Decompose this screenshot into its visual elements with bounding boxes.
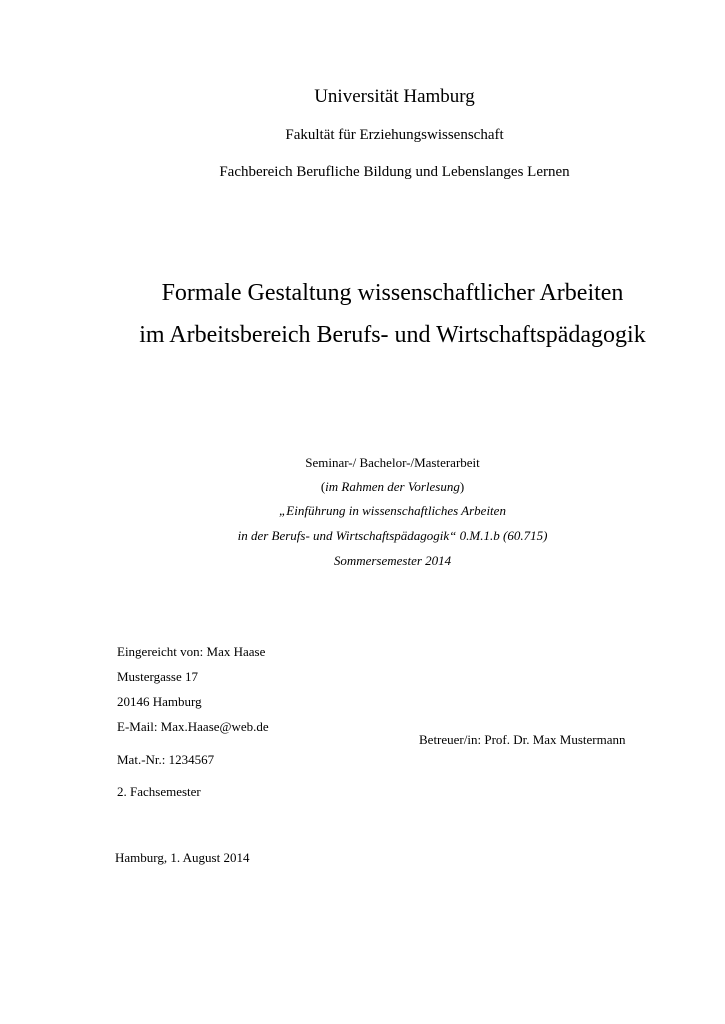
university-name: Universität Hamburg [314,86,475,107]
department-name: Fachbereich Berufliche Bildung und Lebenslanges Lernen [219,164,570,180]
context-open-paren: ( [320,479,326,494]
matriculation-number: Mat.-Nr.: 1234567 [117,752,215,767]
thesis-context [30,479,725,495]
title-line-1: Formale Gestaltung wissenschaftlicher Arbeiten [161,280,624,306]
course-line-2: in der Berufs- und Wirtschaftspädagogik“ 0.M.1.b (60.715) [237,528,548,543]
context-text: im Rahmen der Vorlesung [325,479,460,494]
supervisor: Betreuer/in: Prof. Dr. Max Mustermann [419,732,626,747]
place-date: Hamburg, 1. August 2014 [115,850,250,865]
context-close-paren: ) [459,479,465,494]
course-line-1: „Einführung in wissenschaftliches Arbeiten [279,503,506,518]
author-city: 20146 Hamburg [117,694,202,709]
thesis-type: Seminar-/ Bachelor-/Masterarbeit [305,455,480,470]
submitted-by: Eingereicht von: Max Haase [117,644,266,659]
author-email: E-Mail: Max.Haase@web.de [117,719,269,734]
study-semester: 2. Fachsemester [117,784,201,799]
author-street: Mustergasse 17 [117,669,199,684]
faculty-name: Fakultät für Erziehungswissenschaft [285,127,504,143]
title-line-2: im Arbeitsbereich Berufs- und Wirtschaftspädagogik [139,322,646,348]
semester-term: Sommersemester 2014 [333,553,452,568]
